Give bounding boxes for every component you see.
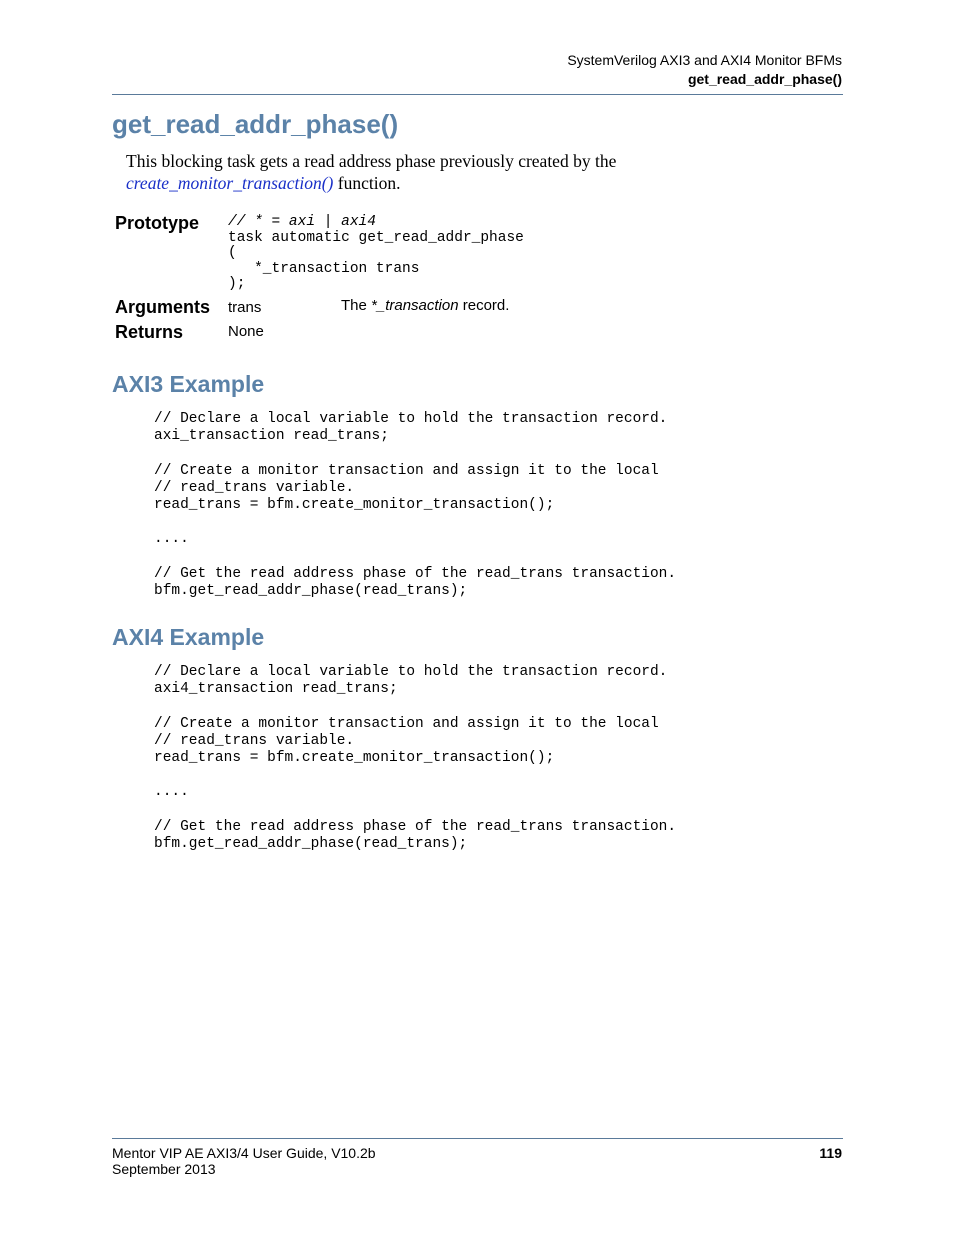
footer-rule	[112, 1138, 843, 1139]
argument-desc-prefix: The	[341, 297, 372, 314]
argument-name: trans	[228, 299, 262, 316]
argument-desc-suffix: record.	[458, 297, 510, 314]
axi3-example-heading: AXI3 Example	[112, 371, 265, 397]
returns-value: None	[228, 323, 264, 340]
axi4-example-heading: AXI4 Example	[112, 624, 265, 650]
axi4-example-code: // Declare a local variable to hold the transaction record. axi4_transaction read_trans; // Create a monitor transaction and assign it to the local // read_trans variable. read_trans = bfm.create_monitor_transaction(); .... // Get the read address phase of the read_trans transaction. bfm.get_read_addr_phase(read_trans);	[154, 664, 677, 853]
returns-label: Returns	[115, 322, 184, 342]
prototype-code	[228, 215, 524, 293]
prototype-body: task automatic get_read_addr_phase ( *_transaction trans );	[228, 229, 524, 292]
page-number: 119	[819, 1145, 842, 1161]
intro-text: This blocking task gets a read address phase previously created by the	[126, 151, 617, 171]
header-topic-title: get_read_addr_phase()	[687, 71, 842, 87]
argument-description	[341, 297, 509, 314]
intro-text-end: function.	[333, 173, 401, 193]
header-section-title: SystemVerilog AXI3 and AXI4 Monitor BFMs	[567, 52, 842, 68]
footer-guide-title: Mentor VIP AE AXI3/4 User Guide, V10.2b	[112, 1145, 376, 1161]
intro-paragraph	[126, 150, 746, 194]
prototype-comment: // * = axi | axi4	[228, 214, 376, 230]
footer-date: September 2013	[112, 1161, 216, 1177]
prototype-label: Prototype	[115, 213, 200, 233]
create-monitor-transaction-link[interactable]: create_monitor_transaction()	[126, 173, 334, 193]
arguments-label: Arguments	[115, 297, 211, 317]
axi3-example-code: // Declare a local variable to hold the transaction record. axi_transaction read_trans; // Create a monitor transaction and assign it to the local // read_trans variable. read_trans = bfm.create_monitor_transaction(); .... // Get the read address phase of the read_trans transaction. bfm.get_read_addr_phase(read_trans);	[154, 411, 677, 600]
argument-desc-type: *_transaction	[371, 297, 459, 314]
header-rule	[112, 94, 843, 95]
page-title: get_read_addr_phase()	[112, 109, 399, 139]
